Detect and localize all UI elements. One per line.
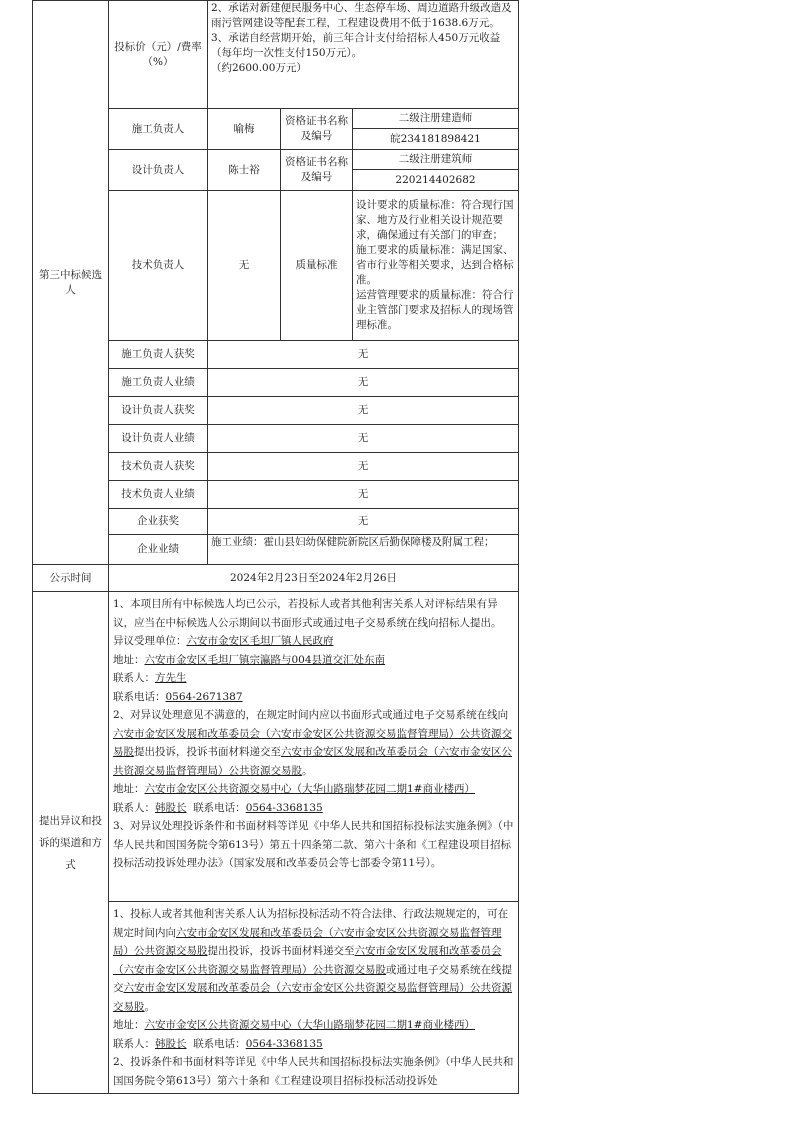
complaint-contact-line bbox=[113, 1035, 514, 1054]
complaint-text: 。 bbox=[144, 1000, 155, 1013]
phone-value: 0564-3368135 bbox=[245, 1037, 323, 1050]
complaint-agency: 六安市金安区发展和改革委员会（六安市金安区公共资源交易监督管理局）公共资源交易股 bbox=[113, 982, 512, 1013]
bid-price-value bbox=[208, 1, 519, 109]
construction-lead-name: 喻梅 bbox=[208, 109, 281, 150]
bid-price-line: 2、承诺对新建便民服务中心、生态停车场、周边道路升级改造及雨污管网建设等配套工程，工程建设费用不低于1638.6万元。 bbox=[211, 2, 512, 29]
addr-value: 六安市金安区公共资源交易中心（大华山路瑞梦花园二期1#商业楼西） bbox=[144, 1019, 475, 1031]
tech-lead-name: 无 bbox=[208, 191, 281, 341]
addr2-label: 地址： bbox=[113, 783, 145, 795]
construction-cert-label: 资格证书名称及编号 bbox=[281, 109, 353, 150]
unit-label: 异议受理单位： bbox=[113, 635, 187, 647]
design-cert-no: 220214402682 bbox=[353, 170, 519, 191]
construction-cert-name: 二级注册建造师 bbox=[353, 109, 519, 129]
bid-price-line: 3、承诺自经营期开始，前三年合计支付给招标人450万元收益（每年均一次性支付150万元）。 bbox=[211, 32, 501, 59]
contact-label: 联系人： bbox=[113, 672, 155, 684]
row-label: 设计负责人业绩 bbox=[109, 425, 208, 453]
objection-p2 bbox=[113, 706, 514, 780]
row-value: 无 bbox=[208, 341, 519, 369]
phone-label: 联系电话： bbox=[193, 1037, 246, 1050]
objection-label: 提出异议和投诉的渠道和方式 bbox=[33, 592, 109, 1094]
design-lead-name: 陈士裕 bbox=[208, 150, 281, 191]
company-performance-label: 企业业绩 bbox=[109, 535, 208, 565]
row-label: 设计负责人获奖 bbox=[109, 397, 208, 425]
bid-result-table bbox=[32, 0, 519, 1094]
objection-block-1 bbox=[109, 592, 519, 902]
quality-standard-label: 质量标准 bbox=[281, 191, 353, 341]
objection-phone-line bbox=[113, 688, 514, 707]
quality-line: 施工要求的质量标准：满足国家、省市行业等相关要求，达到合格标准。 bbox=[356, 244, 514, 286]
objection-addr-line bbox=[113, 651, 514, 670]
phone2-value: 0564-3368135 bbox=[245, 801, 323, 814]
row-value: 无 bbox=[208, 425, 519, 453]
objection-unit-line bbox=[113, 632, 514, 651]
row-label: 施工负责人业绩 bbox=[109, 369, 208, 397]
quality-line: 运营管理要求的质量标准：符合行业主管部门要求及招标人的现场管理标准。 bbox=[356, 289, 514, 331]
row-value: 无 bbox=[208, 509, 519, 535]
phone-value: 0564-2671387 bbox=[165, 690, 243, 703]
bid-price-line: （约2600.00万元） bbox=[211, 62, 307, 74]
design-cert-name: 二级注册建筑师 bbox=[353, 150, 519, 170]
complaint-p2: 2、投诉条件和书面材料等详见《中华人民共和国招标投标法实施条例》（中华人民共和国国务院令第613号）第六十条和《工程建设项目招标投标活动投诉处 bbox=[113, 1056, 514, 1087]
contact-label: 联系人： bbox=[113, 1037, 155, 1050]
announcement-value: 2024年2月23日至2024年2月26日 bbox=[109, 565, 519, 592]
tech-lead-label: 技术负责人 bbox=[109, 191, 208, 341]
phone-label: 联系电话： bbox=[113, 690, 166, 703]
p2-agency: 六安市金安区发展和改革委员会（六安市金安区公共资源交易监督管理局）公共资源交易股 bbox=[113, 746, 512, 777]
p2-agency: 六安市金安区发展和改革委员会（六安市金安区公共资源交易监督管理局）公共资源交易股 bbox=[113, 727, 512, 758]
row-label: 技术负责人业绩 bbox=[109, 481, 208, 509]
construction-lead-label: 施工负责人 bbox=[109, 109, 208, 150]
announcement-label: 公示时间 bbox=[33, 565, 109, 592]
addr2-value: 六安市金安区公共资源交易中心（大华山路瑞梦花园二期1#商业楼西） bbox=[144, 783, 475, 795]
complaint-agency: 六安市金安区发展和改革委员会（六安市金安区公共资源交易监督管理局）公共资源交易股 bbox=[113, 945, 502, 976]
quality-standard-value bbox=[353, 191, 519, 341]
objection-contact-line bbox=[113, 669, 514, 688]
objection-p3: 3、对异议处理投诉条件和书面材料等详见《中华人民共和国招标投标法实施条例》（中华人民共和国国务院令第613号）第五十四条第二款、第六十条和《工程建设项目招标投标活动投诉处理办法》（国家发展和改革委员会等七部委令第11号）。 bbox=[113, 820, 514, 869]
complaint-text: 提出投诉，投诉书面材料递交至 bbox=[207, 945, 355, 957]
row-value: 无 bbox=[208, 369, 519, 397]
bid-price-label: 投标价（元）/费率（%） bbox=[109, 1, 208, 109]
contact2-label: 联系人： bbox=[113, 801, 155, 814]
addr-value: 六安市金安区毛坦厂镇宗瀛路与004县道交汇处东南 bbox=[144, 653, 386, 666]
phone2-label: 联系电话： bbox=[193, 801, 246, 814]
addr-label: 地址： bbox=[113, 653, 145, 666]
design-cert-label: 资格证书名称及编号 bbox=[281, 150, 353, 191]
row-value: 无 bbox=[208, 453, 519, 481]
contact2-value: 韩股长 bbox=[155, 801, 187, 814]
row-value: 无 bbox=[208, 397, 519, 425]
p2-text: 。 bbox=[302, 764, 313, 777]
p2-text: 提出投诉，投诉书面材料递交至 bbox=[134, 746, 281, 758]
third-candidate-label: 第三中标候选人 bbox=[33, 1, 109, 565]
construction-cert-no: 皖234181898421 bbox=[353, 129, 519, 150]
quality-line: 设计要求的质量标准：符合现行国家、地方及行业相关设计规范要求，确保通过有关部门的审查； bbox=[356, 199, 514, 241]
objection-block-2 bbox=[109, 902, 519, 1094]
objection-p1: 1、本项目所有中标候选人均已公示，若投标人或者其他利害关系人对评标结果有异议，应当在中标候选人公示期间以书面形式或通过电子交易系统在线向招标人提出。 bbox=[113, 598, 502, 629]
row-value: 无 bbox=[208, 481, 519, 509]
p2-text: 2、对异议处理意见不满意的，在规定时间内应以书面形式或通过电子交易系统在线向 bbox=[113, 709, 509, 721]
row-label: 施工负责人获奖 bbox=[109, 341, 208, 369]
complaint-p1 bbox=[113, 905, 514, 1016]
complaint-text: 1、投标人或者其他利害关系人认为招标投标活动不符合法律、行政法规规定的，可在规定时间内向 bbox=[113, 908, 509, 939]
design-lead-label: 设计负责人 bbox=[109, 150, 208, 191]
complaint-text: 或通过电子交易系统在线提交 bbox=[113, 963, 512, 994]
contact-value: 方先生 bbox=[155, 672, 187, 684]
unit-value: 六安市金安区毛坦厂镇人民政府 bbox=[186, 635, 334, 647]
objection-addr2-line bbox=[113, 780, 514, 799]
objection-contact2-line bbox=[113, 799, 514, 818]
complaint-agency: 六安市金安区发展和改革委员会（六安市金安区公共资源交易监督管理局）公共资源交易股 bbox=[113, 926, 502, 957]
contact-value: 韩股长 bbox=[155, 1037, 187, 1050]
row-label: 技术负责人获奖 bbox=[109, 453, 208, 481]
complaint-addr-line bbox=[113, 1016, 514, 1035]
row-label: 企业获奖 bbox=[109, 509, 208, 535]
addr-label: 地址： bbox=[113, 1019, 145, 1031]
company-performance-value: 施工业绩：霍山县妇幼保健院新院区后勤保障楼及附属工程； bbox=[208, 535, 519, 565]
